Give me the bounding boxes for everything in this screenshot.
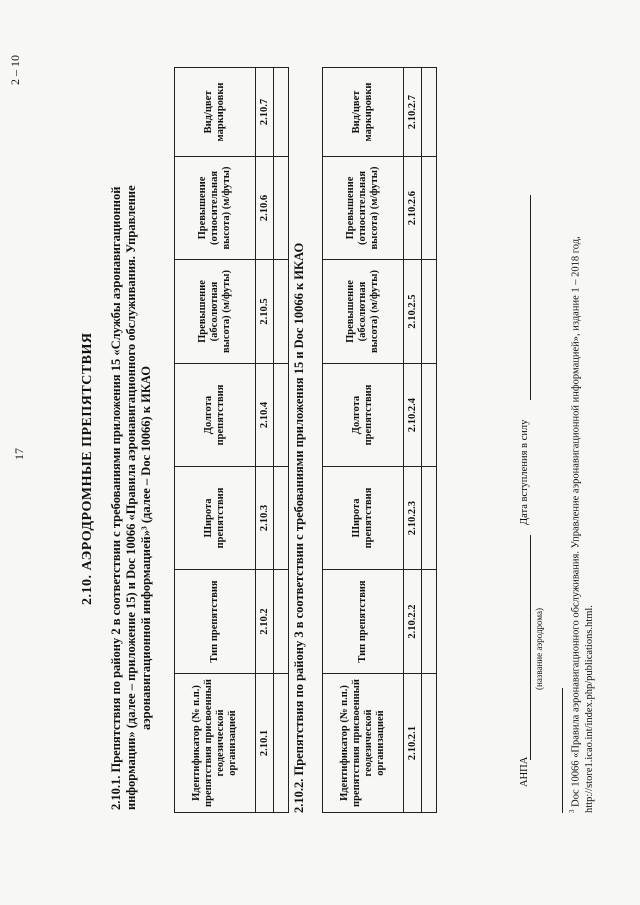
code-cell: 2.10.2.5 bbox=[404, 260, 422, 364]
table-header-row bbox=[175, 68, 256, 813]
aerodrome-caption: (название аэродрома) bbox=[534, 608, 544, 690]
code-cell: 2.10.2.3 bbox=[404, 467, 422, 570]
paragraph-2-10-1-line-3: аэронавигационной информацией»³ (далее – Doc 10066) к ИКАО bbox=[139, 365, 153, 730]
empty-cell bbox=[422, 364, 437, 467]
empty-cell bbox=[274, 68, 289, 157]
code-cell: 2.10.1 bbox=[256, 674, 274, 813]
empty-cell bbox=[422, 157, 437, 260]
empty-cell bbox=[422, 570, 437, 674]
code-cell: 2.10.2.7 bbox=[404, 68, 422, 157]
header-height: Превышение (относительная высота) (м/футы) bbox=[323, 157, 404, 260]
code-cell: 2.10.6 bbox=[256, 157, 274, 260]
header-type: Тип препятствия bbox=[323, 570, 404, 674]
header-elevation: Превышение (абсолютная высота) (м/футы) bbox=[175, 260, 256, 364]
header-elevation: Превышение (абсолютная высота) (м/футы) bbox=[323, 260, 404, 364]
empty-cell bbox=[274, 157, 289, 260]
empty-cell bbox=[422, 260, 437, 364]
paragraph-2-10-1-line-1: 2.10.1. Препятствия по району 2 в соответствии с требованиями приложения 15 «Службы аэронавигационной bbox=[109, 186, 123, 810]
empty-cell bbox=[274, 467, 289, 570]
code-cell: 2.10.2.6 bbox=[404, 157, 422, 260]
code-cell: 2.10.2.1 bbox=[404, 674, 422, 813]
empty-cell bbox=[422, 467, 437, 570]
code-cell: 2.10.2.2 bbox=[404, 570, 422, 674]
header-longitude: Долгота препятствия bbox=[175, 364, 256, 467]
page-number: 17 bbox=[12, 448, 26, 460]
code-cell: 2.10.4 bbox=[256, 364, 274, 467]
paragraph-2-10-2: 2.10.2. Препятствия по району 3 в соответствии с требованиями приложения 15 и Doc 10066 к ИКАО bbox=[292, 242, 306, 813]
empty-cell bbox=[274, 364, 289, 467]
header-longitude: Долгота препятствия bbox=[323, 364, 404, 467]
aip-label: АНПА bbox=[519, 756, 530, 787]
effective-date-label: Дата вступления в силу bbox=[519, 419, 530, 525]
table-code-row bbox=[256, 68, 274, 813]
table-header-row bbox=[323, 68, 404, 813]
code-cell: 2.10.2 bbox=[256, 570, 274, 674]
header-latitude: Широта препятствия bbox=[323, 467, 404, 570]
section-title: 2.10. АЭРОДРОМНЫЕ ПРЕПЯТСТВИЯ bbox=[80, 332, 95, 605]
table-empty-row bbox=[274, 68, 289, 813]
paragraph-2-10-1 bbox=[109, 50, 154, 810]
table-empty-row bbox=[422, 68, 437, 813]
footnote-text-1: Doc 10066 «Правила аэронавигационного обслуживания. Управление аэронавигационной информацией», издание 1 – 2018 год, bbox=[570, 236, 582, 807]
section-page-number: 2 – 10 bbox=[8, 55, 22, 85]
header-latitude: Широта препятствия bbox=[175, 467, 256, 570]
header-marking: Вид/цвет маркировки bbox=[323, 68, 404, 157]
table-code-row bbox=[404, 68, 422, 813]
footnote-link: http://store1.icao.int/index.php/publications.html. bbox=[583, 605, 595, 813]
code-cell: 2.10.3 bbox=[256, 467, 274, 570]
empty-cell bbox=[422, 674, 437, 813]
header-identifier: Идентификатор (№ п.п.) препятствия присвоенный геодезической организацией bbox=[323, 674, 404, 813]
empty-cell bbox=[274, 674, 289, 813]
effective-date-line bbox=[530, 195, 531, 400]
footnote-marker: 3 bbox=[568, 809, 576, 813]
header-identifier: Идентификатор (№ п.п.) препятствия присвоенный геодезической организацией bbox=[175, 674, 256, 813]
empty-cell bbox=[274, 260, 289, 364]
header-height: Превышение (относительная высота) (м/футы) bbox=[175, 157, 256, 260]
code-cell: 2.10.2.4 bbox=[404, 364, 422, 467]
aerodrome-name-line bbox=[530, 535, 531, 760]
code-cell: 2.10.7 bbox=[256, 68, 274, 157]
footnote bbox=[566, 33, 596, 813]
footnote-separator bbox=[562, 688, 563, 813]
obstacles-area-3-table bbox=[322, 67, 437, 813]
header-type: Тип препятствия bbox=[175, 570, 256, 674]
code-cell: 2.10.5 bbox=[256, 260, 274, 364]
footnote-line-1 bbox=[566, 33, 583, 813]
header-marking: Вид/цвет маркировки bbox=[175, 68, 256, 157]
empty-cell bbox=[274, 570, 289, 674]
obstacles-area-2-table bbox=[174, 67, 289, 813]
paragraph-2-10-1-line-2: информации» (далее – приложение 15) и Doc 10066 «Правила аэронавигационного обслуживания. Управление bbox=[124, 185, 138, 810]
empty-cell bbox=[422, 68, 437, 157]
